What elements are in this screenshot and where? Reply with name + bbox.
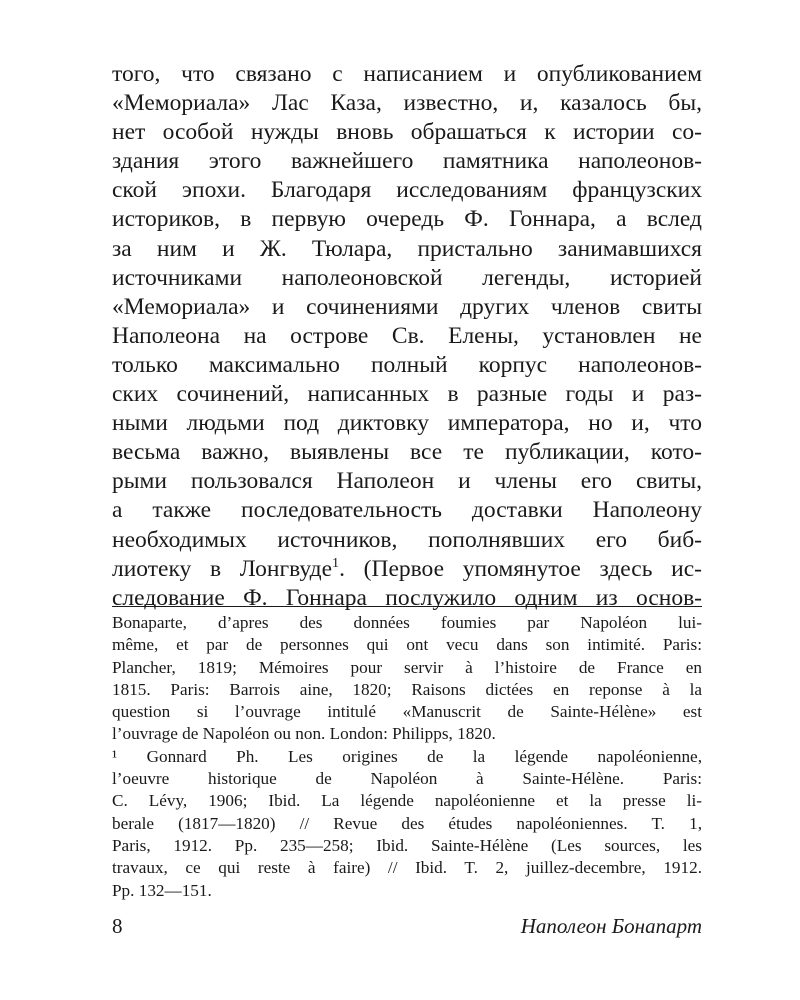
running-title: Наполеон Бонапарт	[520, 914, 702, 938]
footnote-line: C. Lévy, 1906; Ibid. La légende napoléonienne et la presse li-	[112, 791, 702, 811]
text-line: историков, в первую очередь Ф. Гоннара, а вслед	[112, 206, 702, 233]
footnote-line: l’ouvrage de Napoléon ou non. London: Philipps, 1820.	[112, 724, 496, 744]
footnote-line: ¹ Gonnard Ph. Les origines de la légende napoléonienne,	[112, 746, 702, 766]
text-line-with-footnote	[112, 555, 702, 584]
text-line: «Мемориала» Лас Каза, известно, и, казалось бы,	[112, 90, 702, 117]
text-segment: . (Первое упомянутое здесь ис-	[339, 555, 702, 582]
footnote-line: Paris, 1912. Pp. 235—258; Ibid. Sainte-Hélène (Les sources, les	[112, 835, 702, 855]
main-text	[112, 60, 702, 613]
footnote-line: 1815. Paris: Barrois aine, 1820; Raisons dictées en reponse à la	[112, 679, 702, 699]
footnote-line: Pp. 132—151.	[112, 880, 212, 900]
text-line: ской эпохи. Благодаря исследованиям французских	[112, 177, 702, 204]
text-line: ными людьми под диктовку императора, но и, что	[112, 410, 702, 437]
text-line: того, что связано с написанием и опубликованием	[112, 61, 702, 87]
text-line: следование Ф. Гоннара послужило одним из основ-	[112, 584, 702, 611]
text-line: за ним и Ж. Тюлара, пристально занимавшихся	[112, 235, 702, 262]
page-footer	[112, 914, 702, 942]
text-line: источниками наполеоновской легенды, историей	[112, 264, 702, 291]
footnote-divider	[112, 606, 702, 607]
footnote-line: l’oeuvre historique de Napoléon à Sainte-Hélène. Paris:	[112, 769, 702, 789]
footnote-line: Bonaparte, d’apres des données foumies par Napoléon lui-	[112, 613, 702, 632]
text-line: только максимально полный корпус наполеонов-	[112, 351, 702, 378]
footnote-line: Plancher, 1819; Mémoires pour servir à l’histoire de France en	[112, 657, 702, 677]
footnote-marker: 1	[332, 554, 340, 571]
text-line: здания этого важнейшего памятника наполеонов-	[112, 148, 702, 175]
text-segment: лиотеку в Лонгвуде	[112, 555, 333, 582]
text-line: нет особой нужды вновь обрашаться к истории со-	[112, 119, 702, 146]
page-body	[112, 60, 702, 613]
footnote-line: question si l’ouvrage intitulé «Manuscrit de Sainte-Hélène» est	[112, 702, 702, 722]
footnote-line: même, et par de personnes qui ont vecu dans son intimité. Paris:	[112, 635, 702, 655]
text-line: рыми пользовался Наполеон и члены его свиты,	[112, 468, 702, 495]
footnotes	[112, 612, 702, 902]
footnote-line: berale (1817—1820) // Revue des études napoléoniennes. T. 1,	[112, 813, 702, 833]
footnote-line: travaux, ce qui reste à faire) // Ibid. T. 2, juillez-decembre, 1912.	[112, 858, 702, 878]
text-line: ских сочинений, написанных в разные годы и раз-	[112, 381, 702, 408]
text-line: а также последовательность доставки Наполеону	[112, 497, 702, 524]
text-line: весьма важно, выявлены все те публикации, кото-	[112, 439, 702, 466]
text-line: «Мемориала» и сочинениями других членов свиты	[112, 293, 702, 320]
page-number: 8	[112, 914, 123, 938]
text-line: необходимых источников, пополнявших его биб-	[112, 526, 702, 553]
text-line: Наполеона на острове Св. Елены, установлен не	[112, 322, 702, 349]
